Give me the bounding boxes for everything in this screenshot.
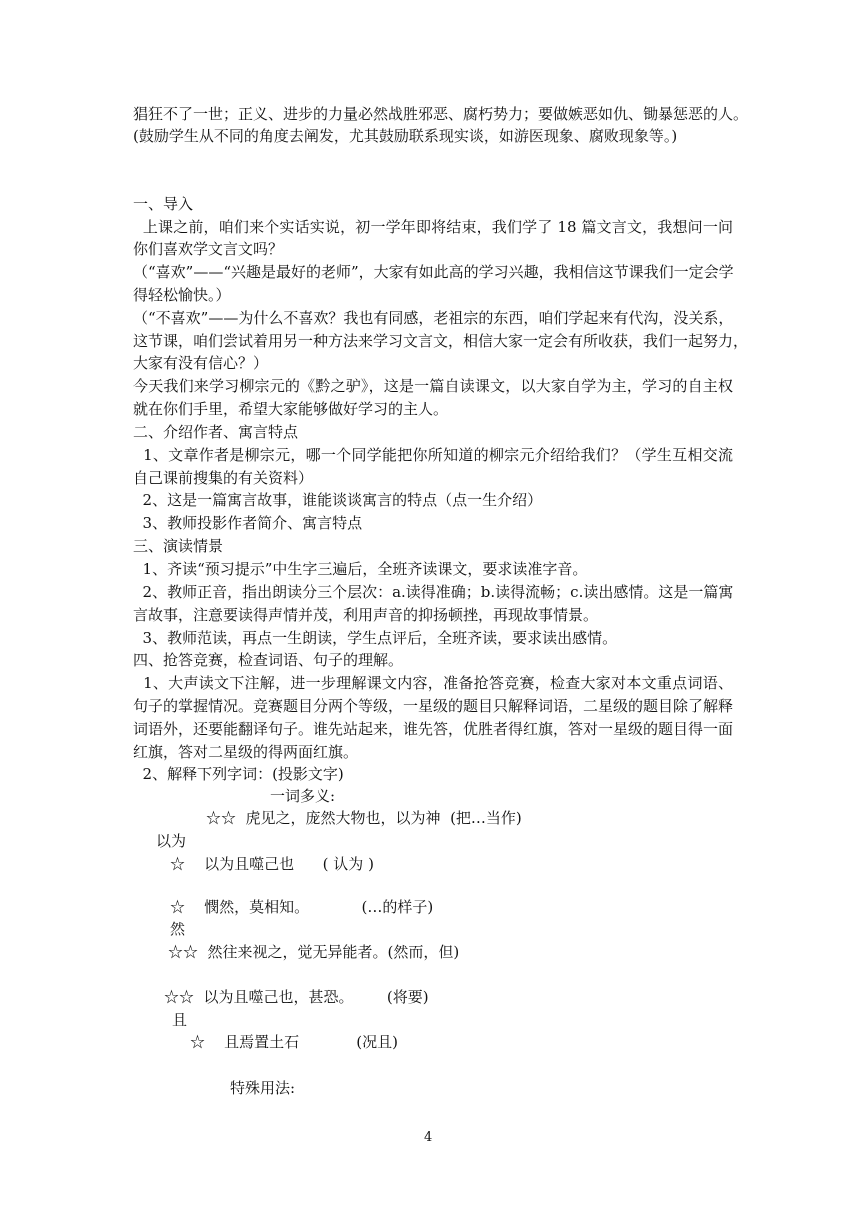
- page-number: 4: [424, 1130, 433, 1145]
- list-item-line: 2、教师正音，指出朗读分三个层次：a.读得准确；b.读得流畅；c.读出感情。这是一篇寓: [133, 583, 734, 601]
- section-title-intro: 一、导入: [133, 195, 194, 213]
- list-item-line: 词语外，还要能翻译句子。谁先站起来，谁先答，优胜者得红旗，答对一星级的题目得一面: [133, 720, 734, 738]
- section-title-quiz: 四、抢答竞赛，检查词语、句子的理解。: [133, 651, 404, 669]
- list-item-line: 自己课前搜集的有关资料）: [133, 469, 314, 487]
- section-title-reading: 三、演读情景: [133, 537, 224, 555]
- list-item: 2、解释下列字词：(投影文字): [133, 765, 344, 783]
- vocab-word: 然: [170, 920, 186, 938]
- paragraph-line: 上课之前，咱们来个实话实说，初一学年即将结束，我们学了 18 篇文言文，我想问一问: [133, 218, 733, 236]
- paragraph-line: 你们喜欢学文言文吗？: [133, 240, 284, 258]
- list-item-line: 1、文章作者是柳宗元，哪一个同学能把你所知道的柳宗元介绍给我们？（学生互相交流: [133, 446, 733, 464]
- vocab-example: ☆ 且焉置土石 (况且): [190, 1033, 398, 1051]
- vocab-example: ☆☆ 虎见之，庞然大物也，以为神 (把…当作): [206, 809, 522, 827]
- vocab-special-heading: 特殊用法:: [230, 1079, 296, 1097]
- vocab-example: ☆ 以为且噬己也 ( 认为 ): [170, 855, 374, 873]
- vocab-example: ☆☆ 然往来视之，觉无异能者。(然而，但): [168, 943, 460, 961]
- paragraph-line: 大家有没有信心？）: [133, 354, 269, 372]
- section-title-author: 二、介绍作者、寓言特点: [133, 423, 299, 441]
- vocab-word: 且: [172, 1011, 188, 1029]
- list-item: 1、齐读“预习提示”中生字三遍后，全班齐读课文，要求读准字音。: [133, 560, 588, 578]
- paragraph-line: 今天我们来学习柳宗元的《黔之驴》，这是一篇自读课文，以大家自学为主，学习的自主权: [133, 377, 733, 395]
- paragraph-line: 这节课，咱们尝试着用另一种方法来学习文言文，相信大家一定会有所收获，我们一起努力，: [133, 332, 749, 350]
- vocab-example: ☆ 憫然，莫相知。 (…的样子): [170, 898, 434, 916]
- list-item: 3、教师范读，再点一生朗读，学生点评后，全班齐读，要求读出感情。: [133, 629, 618, 647]
- list-item-line: 红旗，答对二星级的得两面红旗。: [133, 743, 359, 761]
- paragraph-line: （“喜欢”——“兴趣是最好的老师”，大家有如此高的学习兴趣，我相信这节课我们一定会学: [133, 263, 734, 281]
- intro-carry-line-2: (鼓励学生从不同的角度去阐发，尤其鼓励联系现实谈，如游医现象、腐败现象等。): [133, 127, 678, 145]
- paragraph-line: 得轻松愉快。）: [133, 286, 231, 304]
- list-item: 2、这是一篇寓言故事，谁能谈谈寓言的特点（点一生介绍）: [133, 491, 543, 509]
- intro-carry-line-1: 猖狂不了一世；正义、进步的力量必然战胜邪恶、腐朽势力；要做嫉恶如仇、锄暴惩恶的人。: [133, 105, 749, 123]
- list-item-line: 言故事，注意要读得声情并茂，利用声音的抑扬顿挫，再现故事情景。: [133, 606, 599, 624]
- list-item-line: 句子的掌握情况。竞赛题目分两个等级，一星级的题目只解释词语，二星级的题目除了解释: [133, 697, 734, 715]
- paragraph-line: 就在你们手里，希望大家能够做好学习的主人。: [133, 400, 449, 418]
- list-item-line: 1、大声读文下注解，进一步理解课文内容，准备抢答竞赛，检查大家对本文重点词语、: [133, 674, 733, 692]
- vocab-word: 以为: [156, 832, 187, 850]
- list-item: 3、教师投影作者简介、寓言特点: [133, 514, 363, 532]
- vocab-example: ☆☆ 以为且噬己也，甚恐。 (将要): [164, 988, 429, 1006]
- vocab-heading: 一词多义:: [270, 787, 336, 805]
- paragraph-line: （“不喜欢”——为什么不喜欢？我也有同感，老祖宗的东西，咱们学起来有代沟，没关系，: [133, 309, 734, 327]
